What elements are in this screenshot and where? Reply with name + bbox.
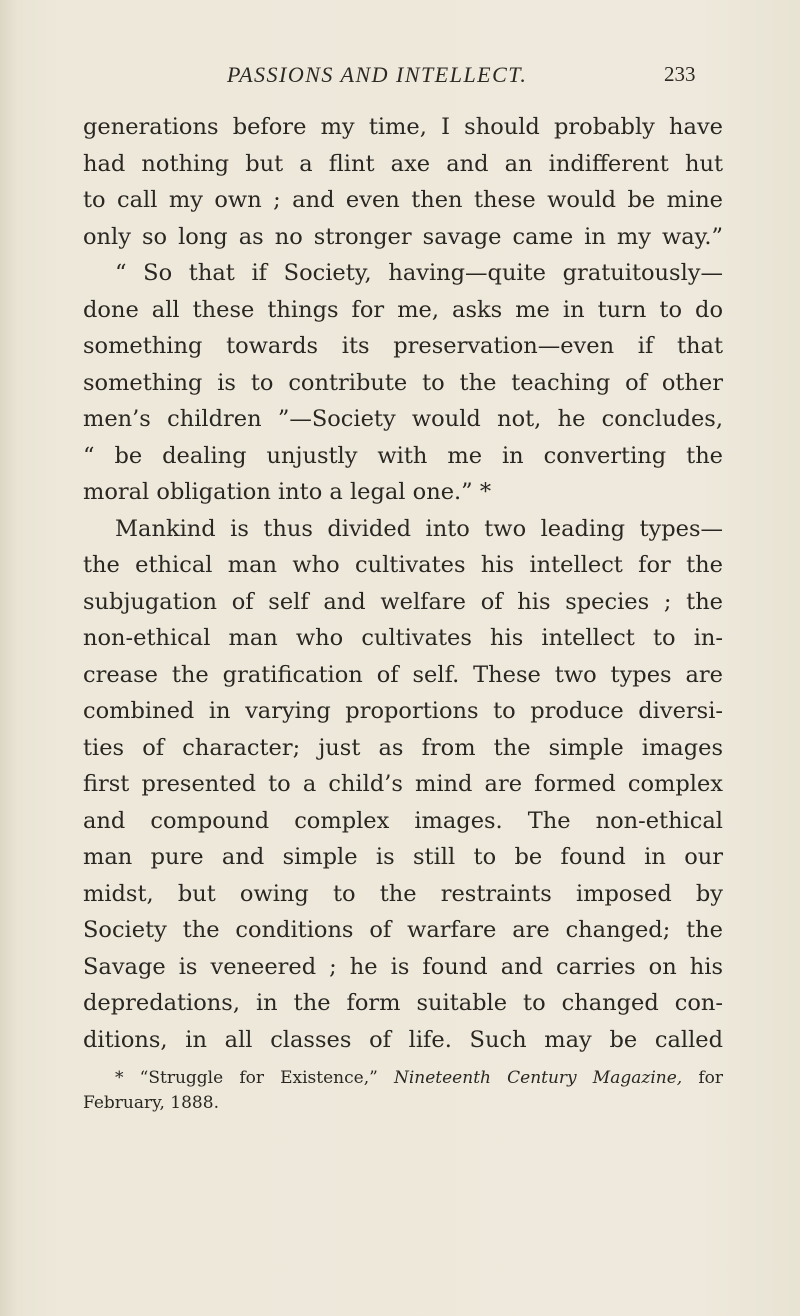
- text-line: Society the conditions of warfare are changed; the: [83, 917, 723, 943]
- text-line: ditions, in all classes of life. Such may be called: [83, 1026, 723, 1053]
- text-line: subjugation of self and welfare of his species ; the: [83, 588, 723, 615]
- text-line: midst, but owing to the restraints imposed by: [83, 880, 723, 907]
- footnote-publication: Nineteenth Century Magazine,: [393, 1068, 683, 1088]
- text-line: and compound complex images. The non-ethical: [83, 807, 723, 834]
- text-line: ties of character; just as from the simple images: [83, 734, 723, 761]
- text-line: depredations, in the form suitable to changed con-: [83, 990, 723, 1016]
- footnote-line: [83, 1066, 723, 1091]
- text-line: to call my own ; and even then these would be mine: [83, 187, 723, 213]
- footnote: [83, 1066, 723, 1116]
- text-line: combined in varying proportions to produce diversi-: [83, 698, 723, 724]
- text-line: men’s children ”—Society would not, he concludes,: [83, 406, 723, 432]
- text-line: “ be dealing unjustly with me in converting the: [83, 442, 723, 469]
- text-line: Mankind is thus divided into two leading types—: [115, 515, 723, 542]
- text-line: the ethical man who cultivates his intellect for the: [83, 552, 723, 578]
- footnote-tail: for: [698, 1068, 723, 1088]
- footnote-line: February, 1888.: [83, 1093, 219, 1113]
- text-line: something is to contribute to the teaching of other: [83, 369, 723, 396]
- running-head: PASSIONS AND INTELLECT.: [227, 62, 528, 87]
- page-number: 233: [664, 62, 696, 86]
- text-line: crease the gratification of self. These two types are: [83, 661, 723, 688]
- text-line: only so long as no stronger savage came in my way.”: [83, 223, 723, 250]
- text-line: generations before my time, I should probably have: [83, 114, 723, 140]
- text-line: had nothing but a flint axe and an indifferent hut: [83, 150, 723, 177]
- text-line: Savage is veneered ; he is found and carries on his: [83, 953, 723, 980]
- text-line: something towards its preservation—even if that: [83, 333, 723, 359]
- body-text: [83, 109, 723, 1058]
- text-line: non-ethical man who cultivates his intellect to in-: [83, 625, 723, 651]
- footnote-title: * “Struggle for Existence,”: [115, 1068, 378, 1088]
- text-line: done all these things for me, asks me in turn to do: [83, 296, 723, 323]
- page-header: [0, 58, 800, 88]
- text-line: moral obligation into a legal one.” *: [83, 479, 492, 505]
- text-line: man pure and simple is still to be found in our: [83, 844, 723, 870]
- text-line: first presented to a child’s mind are formed complex: [83, 771, 723, 797]
- text-line: “ So that if Society, having—quite gratuitously—: [115, 260, 723, 286]
